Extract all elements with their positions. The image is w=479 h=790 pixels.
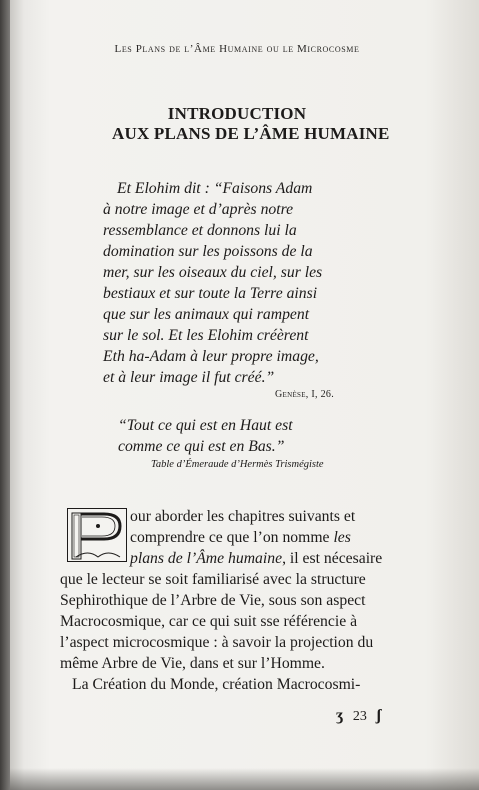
- body-line: our aborder les chapitres suivants et: [130, 508, 356, 525]
- body-italic-span: plans de l’Âme humaine: [130, 550, 283, 567]
- running-head: Les Plans de l’Âme Humaine ou le Microcosme: [114, 43, 360, 55]
- folio-left-ornament-icon: ʒ: [336, 707, 344, 724]
- epigraph-line: à notre image et d’après notre: [103, 201, 294, 218]
- epigraph-line: comme ce qui est en Bas.”: [118, 438, 285, 455]
- folio-right-ornament-icon: ʃ: [376, 707, 382, 724]
- epigraph-line: que sur les animaux qui rampent: [103, 306, 310, 323]
- page-number-value: 23: [352, 709, 367, 724]
- body-text-span: , il est nécesaire: [282, 550, 383, 567]
- epigraph-genesis: [103, 178, 348, 388]
- body-line: Macrocosmique, car ce qui suit sse référencie à: [60, 613, 358, 630]
- epigraph-emerald-tablet: [118, 415, 358, 457]
- epigraph-emerald-tablet-citation: Table d’Émeraude d’Hermès Trismégiste: [151, 459, 324, 470]
- epigraph-genesis-citation: Genèse, I, 26.: [275, 389, 335, 400]
- next-page-bleed: [424, 0, 479, 790]
- body-line: l’aspect microcosmique : à savoir la projection du: [60, 634, 374, 651]
- epigraph-line: Eth ha-Adam à leur propre image,: [103, 348, 319, 365]
- body-line: même Arbre de Vie, dans et sur l’Homme.: [60, 655, 325, 672]
- body-text-span: comprendre ce que l’on nomme: [130, 529, 334, 546]
- body-italic-span: les: [333, 529, 351, 546]
- body-line: La Création du Monde, création Macrocosmi-: [72, 676, 361, 693]
- chapter-title-line1: INTRODUCTION: [167, 104, 307, 123]
- body-line: [60, 527, 390, 548]
- page-bottom-edge: [10, 768, 479, 790]
- epigraph-line: bestiaux et sur toute la Terre ainsi: [103, 285, 318, 302]
- epigraph-line: sur le sol. Et les Elohim créèrent: [103, 327, 309, 344]
- body-paragraph: [60, 506, 390, 695]
- chapter-title: [112, 104, 390, 144]
- body-line: Sephirothique de l’Arbre de Vie, sous son aspect: [60, 592, 366, 609]
- page-number: [336, 707, 381, 725]
- epigraph-line: et à leur image il fut créé.”: [103, 369, 275, 386]
- body-line: que le lecteur se soit familiarisé avec la structure: [60, 571, 366, 588]
- epigraph-line: ressemblance et donnons lui la: [103, 222, 297, 239]
- body-line: [60, 548, 390, 569]
- epigraph-line: Et Elohim dit : “Faisons Adam: [117, 180, 313, 197]
- epigraph-line: “Tout ce qui est en Haut est: [118, 417, 293, 434]
- epigraph-line: mer, sur les oiseaux du ciel, sur les: [103, 264, 323, 281]
- epigraph-line: domination sur les poissons de la: [103, 243, 313, 260]
- chapter-title-line2: AUX PLANS DE L’ÂME HUMAINE: [112, 124, 390, 143]
